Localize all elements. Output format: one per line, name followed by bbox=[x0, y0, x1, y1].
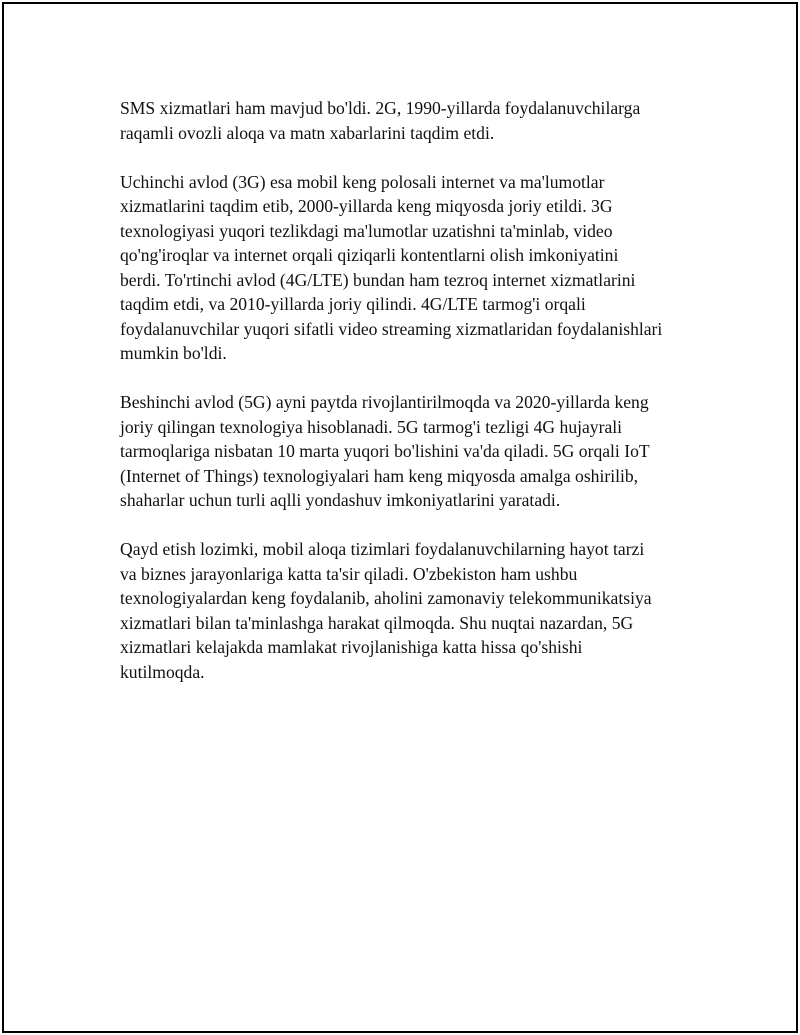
document-body bbox=[120, 96, 700, 709]
paragraph-line: xizmatlari bilan ta'minlashga harakat qilmoqda. Shu nuqtai nazardan, 5G bbox=[120, 612, 634, 633]
paragraph-line: foydalanuvchilar yuqori sifatli video streaming xizmatlaridan foydalanishlari bbox=[120, 318, 663, 339]
paragraph-line: joriy qilingan texnologiya hisoblanadi. 5G tarmog'i tezligi 4G hujayrali bbox=[120, 416, 623, 437]
paragraph-line: texnologiyalardan keng foydalanib, aholini zamonaviy telekommunikatsiya bbox=[120, 588, 652, 608]
paragraph-line: raqamli ovozli aloqa va matn xabarlarini taqdim etdi. bbox=[120, 122, 495, 143]
paragraph-3 bbox=[120, 390, 700, 513]
paragraph-line: (Internet of Things) texnologiyalari ham keng miqyosda amalga oshirilib, bbox=[120, 465, 639, 486]
paragraph-line: qo'ng'iroqlar va internet orqali qiziqarli kontentlarni olish imkoniyatini bbox=[120, 245, 619, 265]
paragraph-1 bbox=[120, 96, 700, 145]
paragraph-line: shaharlar uchun turli aqlli yondashuv imkoniyatlarini yaratadi. bbox=[120, 490, 561, 510]
paragraph-line: xizmatlari kelajakda mamlakat rivojlanishiga katta hissa qo'shishi bbox=[120, 637, 583, 657]
paragraph-line: berdi. To'rtinchi avlod (4G/LTE) bundan ham tezroq internet xizmatlarini bbox=[120, 269, 636, 290]
paragraph-2 bbox=[120, 170, 700, 366]
paragraph-line: va biznes jarayonlariga katta ta'sir qiladi. O'zbekiston ham ushbu bbox=[120, 563, 578, 584]
paragraph-line: mumkin bo'ldi. bbox=[120, 343, 227, 363]
page-frame bbox=[2, 2, 798, 1033]
paragraph-line: taqdim etdi, va 2010-yillarda joriy qilindi. 4G/LTE tarmog'i orqali bbox=[120, 294, 586, 314]
paragraph-line: texnologiyasi yuqori tezlikdagi ma'lumotlar uzatishni ta'minlab, video bbox=[120, 220, 613, 241]
paragraph-4 bbox=[120, 537, 700, 684]
paragraph-line: Qayd etish lozimki, mobil aloqa tizimlari foydalanuvchilarning hayot tarzi bbox=[120, 539, 645, 559]
paragraph-line: Uchinchi avlod (3G) esa mobil keng polosali internet va ma'lumotlar bbox=[120, 171, 605, 192]
paragraph-line: Beshinchi avlod (5G) ayni paytda rivojlantirilmoqda va 2020-yillarda keng bbox=[120, 392, 649, 412]
paragraph-line: SMS xizmatlari ham mavjud bo'ldi. 2G, 1990-yillarda foydalanuvchilarga bbox=[120, 98, 641, 118]
paragraph-line: tarmoqlariga nisbatan 10 marta yuqori bo'lishini va'da qiladi. 5G orqali IoT bbox=[120, 441, 650, 461]
paragraph-line: kutilmoqda. bbox=[120, 661, 205, 682]
paragraph-line: xizmatlarini taqdim etib, 2000-yillarda keng miqyosda joriy etildi. 3G bbox=[120, 196, 613, 216]
